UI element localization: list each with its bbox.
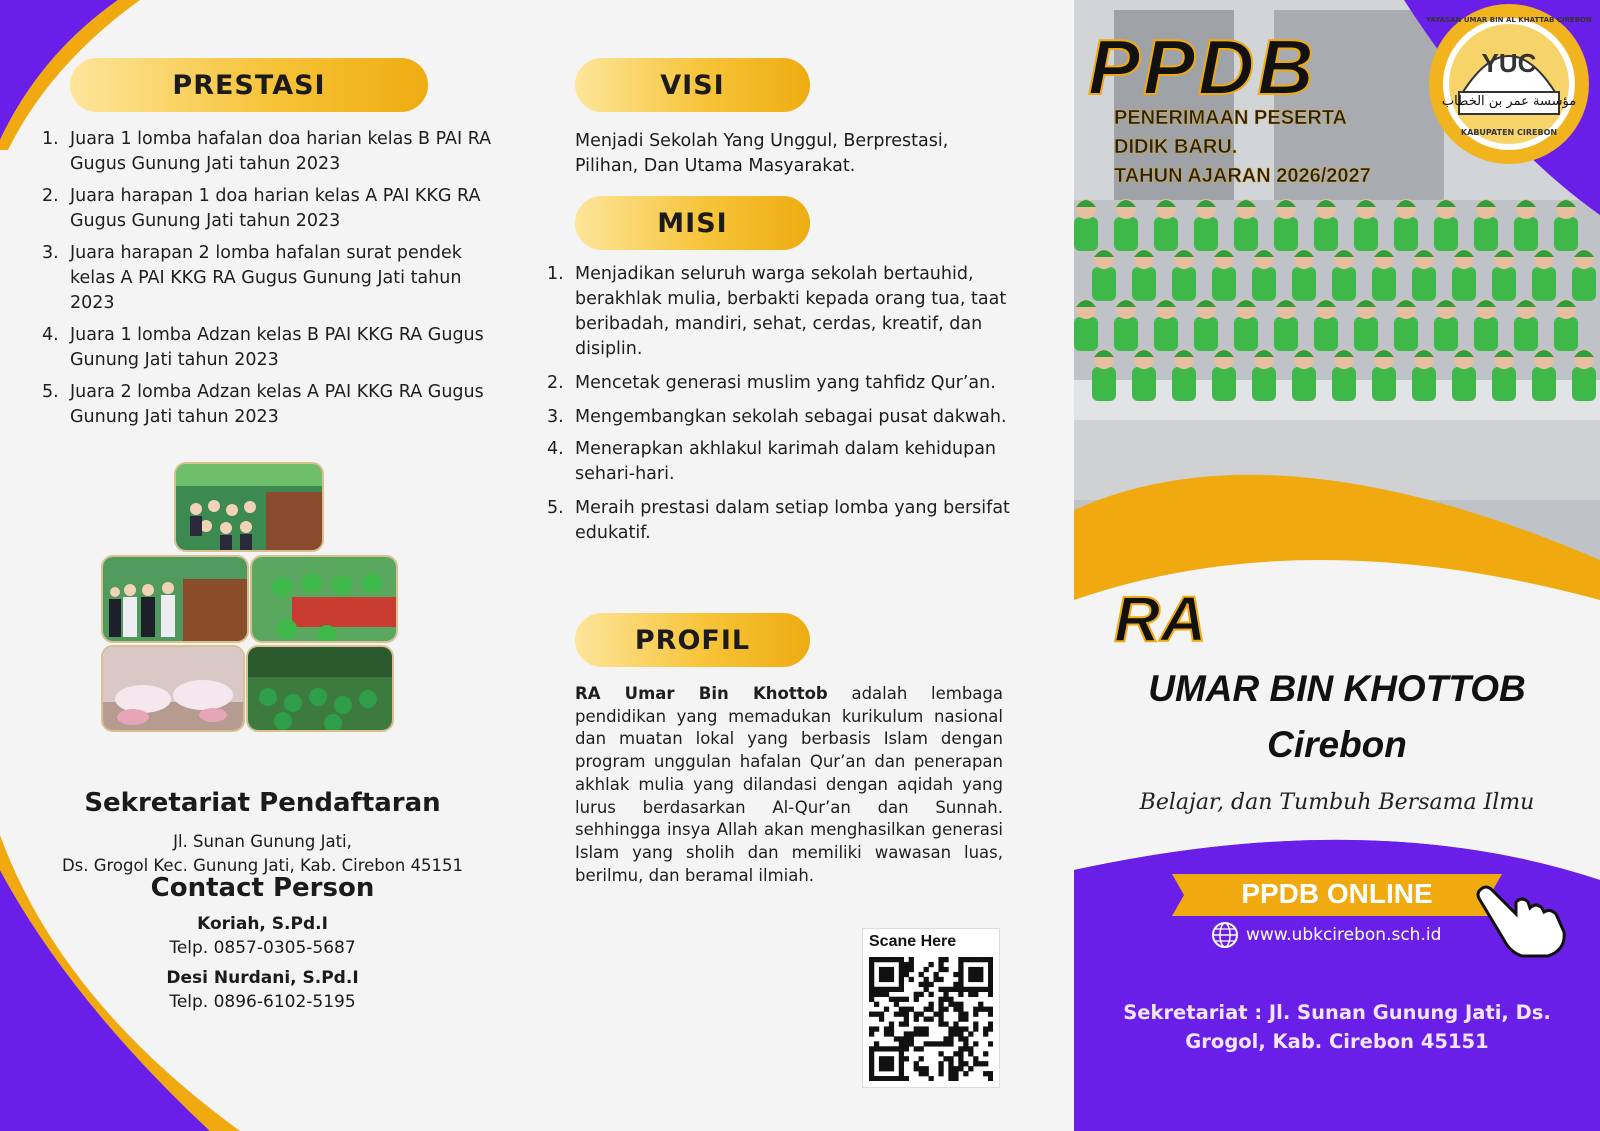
profil-heading: PROFIL	[575, 613, 810, 667]
visi-text: Menjadi Sekolah Yang Unggul, Berprestasi, Pilihan, Dan Utama Masyarakat.	[575, 131, 949, 176]
cover-address: Sekretariat : Jl. Sunan Gunung Jati, Ds. Grogol, Kab. Cirebon 45151	[1123, 1001, 1551, 1053]
visi-heading: VISI	[575, 58, 810, 112]
profil-text: RA Umar Bin Khottob adalah lembaga pendidikan yang memadukan kurikulum nasional dan muatan lokal yang berbasis Islam dengan program unggulan hafalan Qur’an dan penerapan akhlak mulia yang dilandasi dengan aqidah yang lurus berdasarkan Al-Qur’an dan Sunnah. sehhingga insya Allah akan menghasilkan generasi Islam yang sholih dan memiliki wawasan luas, berilmu, dan beramal ilmiah.	[575, 684, 1003, 885]
contact-person-list	[40, 912, 485, 1014]
sekretariat-address: Jl. Sunan Gunung Jati, Ds. Grogol Kec. Gunung Jati, Kab. Cirebon 45151	[61, 832, 464, 875]
contact-phone: Telp. 0857-0305-5687	[169, 938, 356, 958]
collage-photo-outdoor	[246, 645, 394, 732]
list-item: 4. Menerapkan akhlakul karimah dalam kehidupan sehari-hari.	[547, 439, 997, 484]
prestasi-heading: PRESTASI	[70, 58, 428, 112]
collage-photo-classroom-group	[174, 462, 324, 552]
collage-photo-table-activity	[250, 555, 398, 643]
school-logo: YAYASAN UMAR BIN AL KHATTAB CIREBON YUC مؤسسة عمر بن الخطاب KABUPATEN CIREBON	[1418, 0, 1600, 168]
list-item: 1. Juara 1 lomba hafalan doa harian kelas B PAI RA Gugus Gunung Jati tahun 2023	[42, 129, 492, 174]
qr-code-icon	[869, 957, 993, 1081]
list-item: 3. Juara harapan 2 lomba hafalan surat pendek kelas A PAI KKG RA Gugus Gunung Jati tahun 2023	[42, 243, 462, 313]
list-item: 2. Mencetak generasi muslim yang tahfidz Qur’an.	[547, 373, 996, 393]
misi-list	[547, 262, 1015, 553]
cover-panel	[1074, 0, 1600, 1131]
collage-photo-prayer	[101, 645, 245, 732]
misi-heading: MISI	[575, 196, 810, 250]
contact-person-title: Contact Person	[150, 873, 375, 903]
ppdb-subtitle: PENERIMAAN PESERTA DIDIK BARU. TAHUN AJARAN 2026/2027	[1114, 107, 1371, 187]
list-item: 3. Mengembangkan sekolah sebagai pusat dakwah.	[547, 407, 1007, 427]
list-item: 2. Juara harapan 1 doa harian kelas A PAI KKG RA Gugus Gunung Jati tahun 2023	[42, 186, 481, 231]
list-item: 4. Juara 1 lomba Adzan kelas B PAI KKG RA Gugus Gunung Jati tahun 2023	[42, 325, 484, 370]
globe-icon	[1212, 922, 1238, 948]
list-item: 5. Meraih prestasi dalam setiap lomba yang bersifat edukatif.	[547, 498, 1010, 543]
ppdb-online-ribbon[interactable]: PPDB ONLINE	[1172, 874, 1502, 916]
contact-phone: Telp. 0896-6102-5195	[169, 992, 356, 1012]
collage-photo-event	[101, 555, 249, 643]
website-link[interactable]: www.ubkcirebon.sch.id	[1212, 922, 1441, 948]
contact-name: Koriah, S.Pd.I	[197, 914, 328, 934]
prestasi-list	[42, 127, 507, 437]
school-city: Cirebon	[1267, 724, 1407, 765]
sekretariat-title: Sekretariat Pendaftaran	[84, 788, 441, 818]
school-name: UMAR BIN KHOTTOB	[1148, 668, 1526, 709]
list-item: 1. Menjadikan seluruh warga sekolah bertauhid, berakhlak mulia, berbakti kepada orang tua, taat beribadah, mandiri, sehat, cerdas, kreatif, dan disiplin.	[547, 264, 1007, 359]
list-item: 5. Juara 2 lomba Adzan kelas A PAI KKG RA Gugus Gunung Jati tahun 2023	[42, 382, 484, 427]
ppdb-title: PPDB	[1088, 23, 1317, 111]
qr-label: Scane Here	[869, 933, 957, 950]
hand-pointer-icon	[1474, 880, 1574, 960]
ra-label: RA	[1114, 583, 1207, 655]
contact-name: Desi Nurdani, S.Pd.I	[166, 968, 359, 988]
school-tagline: Belajar, dan Tumbuh Bersama Ilmu	[1139, 790, 1535, 815]
qr-code-block[interactable]	[862, 928, 1000, 1088]
